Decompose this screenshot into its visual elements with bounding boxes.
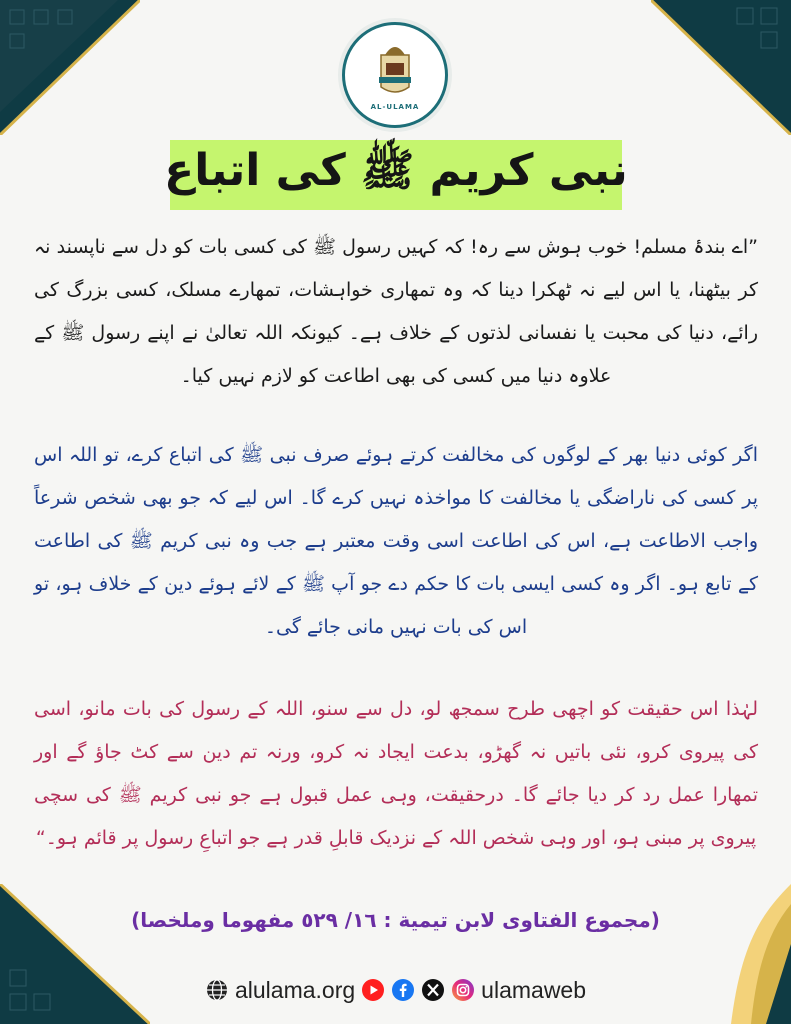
social-handle[interactable]: ulamaweb bbox=[481, 976, 587, 1003]
facebook-icon[interactable] bbox=[391, 978, 415, 1002]
logo-caption: AL-ULAMA bbox=[370, 103, 420, 111]
corner-ornament-top-left bbox=[0, 0, 140, 135]
instagram-icon[interactable] bbox=[451, 978, 475, 1002]
alulama-logo bbox=[342, 22, 448, 128]
footer bbox=[0, 972, 791, 1008]
globe-icon bbox=[205, 978, 229, 1002]
paragraph-2: اگر کوئی دنیا بھر کے لوگوں کی مخالفت کرتے ہوئے صرف نبی ﷺ کی اتباع کرے، تو اللہ اس پر کسی کی ناراضگی یا مخالفت کا مواخذہ نہیں کرے گا۔ اس لیے کہ جو بھی شخص شرعاً واجب الاطاعت ہے، اس کی اطاعت اسی وقت معتبر ہے جب وہ نبی کریم ﷺ کی اطاعت کے تابع ہو۔ اگر وہ کسی ایسی بات کا حکم دے جو آپ ﷺ کے لائے ہوئے دین کے خلاف ہو، تو اس کی بات نہیں مانی جائے گی۔ bbox=[34, 444, 758, 638]
title-banner bbox=[164, 140, 628, 210]
source-citation: (مجموع الفتاوى لابن تيمية : ١٦/ ٥٢٩ مفهوما وملخصا) bbox=[131, 908, 660, 932]
paragraph-3: لہٰذا اس حقیقت کو اچھی طرح سمجھ لو، دل سے سنو، اللہ کے رسول کی بات مانو، اسی کی پیروی کرو، نئی باتیں نہ گھڑو، بدعت ایجاد نہ کرو، ورنہ تم دین سے کٹ جاؤ گے اور تمھارا عمل رد کر دیا جائے گا۔ درحقیقت، وہی عمل قبول ہے جو نبی کریم ﷺ کی سچی پیروی پر مبنی ہو، اور وہی شخص اللہ کے نزدیک قابلِ قدر ہے جو اتباعِ رسول پر قائم ہو۔“ bbox=[34, 698, 758, 849]
paragraph-1: ”اے بندۂ مسلم! خوب ہوش سے رہ! کہ کہیں رسول ﷺ کی کسی بات کو دل سے ناپسند نہ کر بیٹھنا، یا اس لیے نہ ٹھکرا دینا کہ وہ تمھاری خواہشات، تمھارے مسلک، کسی بزرگ کی رائے، دنیا کی محبت یا نفسانی لذتوں کے خلاف ہے۔ کیونکہ اللہ تعالیٰ نے اپنے رسول ﷺ کے علاوہ دنیا میں کسی کی بھی اطاعت کو لازم نہیں کیا۔ bbox=[34, 236, 758, 387]
website-link[interactable]: alulama.org bbox=[234, 976, 356, 1003]
page-title: نبی کریم ﷺ کی اتباع bbox=[164, 145, 628, 196]
youtube-icon[interactable] bbox=[361, 978, 385, 1002]
corner-ornament-top-right bbox=[651, 0, 791, 135]
x-icon[interactable] bbox=[421, 978, 445, 1002]
